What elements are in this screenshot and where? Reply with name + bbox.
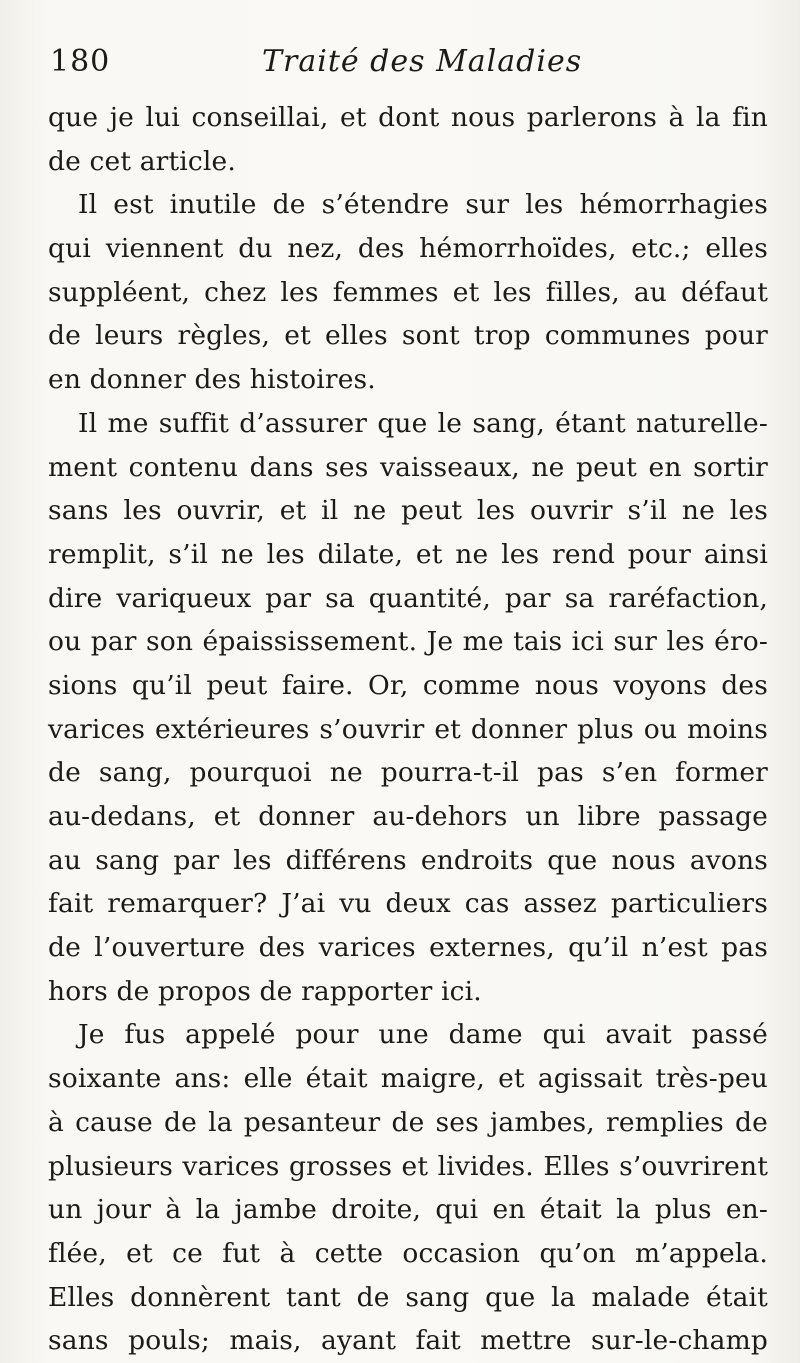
text-line: Il me suffit d’assurer que le sang, étant naturelle-	[78, 407, 768, 439]
text-line: suppléent, chez les femmes et les filles, au défaut	[48, 276, 768, 308]
text-line: plusieurs varices grosses et livides. Elles s’ouvrirent	[48, 1150, 768, 1182]
text-line: au sang par les différens endroits que nous avons	[48, 844, 768, 876]
running-title: Traité des Maladies	[262, 44, 583, 79]
page-number: 180	[50, 44, 111, 79]
text-line: sions qu’il peut faire. Or, comme nous voyons des	[48, 669, 768, 701]
text-line: dire variqueux par sa quantité, par sa raréfaction,	[48, 582, 768, 614]
text-line: Il est inutile de s’étendre sur les hémorrhagies	[78, 189, 768, 221]
text-line: un jour à la jambe droite, qui en était la plus en-	[48, 1194, 768, 1226]
text-line: de cet article.	[48, 145, 236, 177]
body-text	[48, 96, 768, 1363]
text-line: Je fus appelé pour une dame qui avait passé	[78, 1019, 768, 1051]
text-line: remplit, s’il ne les dilate, et ne les rend pour ainsi	[48, 538, 768, 570]
text-line: flée, et ce fut à cette occasion qu’on m’appela.	[48, 1237, 768, 1269]
text-line: varices extérieures s’ouvrir et donner plus ou moins	[48, 713, 768, 745]
text-line: Elles donnèrent tant de sang que la malade était	[48, 1281, 768, 1313]
text-line: au-dedans, et donner au-dehors un libre passage	[48, 801, 768, 832]
text-line: de leurs règles, et elles sont trop communes pour	[48, 320, 768, 352]
text-line: soixante ans: elle était maigre, et agissait très-peu	[48, 1063, 768, 1095]
text-line: en donner des histoires.	[48, 364, 376, 396]
text-line: à cause de la pesanteur de ses jambes, remplies de	[48, 1106, 768, 1138]
page-header	[50, 40, 750, 90]
text-line: qui viennent du nez, des hémorrhoïdes, etc.; elles	[48, 233, 768, 265]
text-line: de sang, pourquoi ne pourra-t-il pas s’en former	[48, 757, 768, 789]
text-line: que je lui conseillai, et dont nous parlerons à la fin	[48, 102, 768, 133]
text-line: ment contenu dans ses vaisseaux, ne peut en sortir	[48, 451, 768, 483]
text-line: de l’ouverture des varices externes, qu’il n’est pas	[48, 932, 768, 964]
text-line: sans pouls; mais, ayant fait mettre sur-le-champ	[48, 1325, 768, 1357]
text-line: fait remarquer? J’ai vu deux cas assez particuliers	[48, 888, 768, 920]
text-line: sans les ouvrir, et il ne peut les ouvrir s’il ne les	[48, 495, 768, 527]
text-line: hors de propos de rapporter ici.	[48, 975, 482, 1007]
text-line: ou par son épaississement. Je me tais ici sur les éro-	[48, 626, 768, 658]
